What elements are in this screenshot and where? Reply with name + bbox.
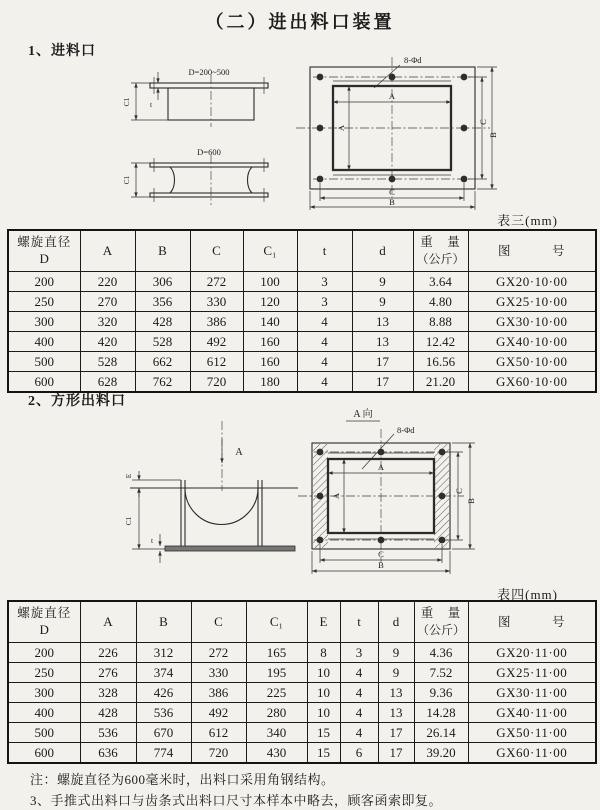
table-cell: 4 (297, 352, 352, 372)
table-cell: 160 (243, 352, 297, 372)
col-header-text: D (39, 622, 49, 637)
note-line-2: 3、手推式出料口与齿条式出料口尺寸本样本中略去，顾客函索即复。 (30, 793, 443, 808)
table-header-row (8, 601, 596, 643)
table-row (8, 723, 596, 743)
table-cell: 662 (135, 352, 190, 372)
col-header-d: d (352, 230, 413, 272)
col-header-text: 螺旋直径 (17, 606, 72, 621)
col-header-weight (414, 601, 468, 643)
col-header-c: C (191, 601, 246, 643)
dimension-b-label: B (488, 132, 498, 138)
dimension-c1-label: C1 (122, 175, 131, 185)
dimension-t-label: t (150, 536, 154, 545)
table-cell: 492 (191, 703, 246, 723)
table-cell: 328 (80, 683, 136, 703)
col-header-t: t (297, 230, 352, 272)
table-cell: 9.36 (414, 683, 468, 703)
note-line-1: 注：螺旋直径为600毫米时，出料口采用角钢结构。 (30, 772, 335, 787)
table-cell: 13 (378, 703, 414, 723)
table-cell: 10 (307, 703, 340, 723)
table-cell: 536 (136, 703, 191, 723)
table-row (8, 643, 596, 663)
col-header-weight (413, 230, 468, 272)
table-cell: 612 (191, 723, 246, 743)
table-cell: 430 (246, 743, 307, 764)
table-cell: 276 (80, 663, 136, 683)
col-header-text: 重 量 (420, 235, 461, 250)
table-row (8, 372, 596, 393)
table-cell: 165 (246, 643, 307, 663)
col-header-text: 图 号 (497, 614, 566, 629)
inlet-flange-view (296, 55, 498, 210)
table-cell: GX60·10·00 (468, 372, 596, 393)
table-cell: 420 (80, 332, 135, 352)
table-row (8, 312, 596, 332)
table-cell: 628 (80, 372, 135, 393)
outlet-technical-drawing (0, 403, 600, 588)
holes-callout-label: 8-Φd (397, 425, 415, 435)
table-cell: 500 (8, 723, 80, 743)
table-cell: 720 (191, 743, 246, 764)
dimension-c-label: C (389, 187, 395, 197)
table-cell: 3.64 (413, 272, 468, 292)
col-header-text: （公斤） (416, 252, 465, 266)
table-cell: 9 (352, 292, 413, 312)
dimension-c-label: C (454, 488, 464, 494)
table-cell: 13 (378, 683, 414, 703)
dimension-a-label: A (331, 492, 341, 500)
table-row (8, 683, 596, 703)
dimension-a-label: A (388, 91, 396, 101)
col-header-a: A (80, 601, 136, 643)
dimension-e-label: E (124, 473, 133, 479)
col-header-figure (468, 601, 596, 643)
dimension-b-label: B (389, 197, 395, 207)
table-cell: 340 (246, 723, 307, 743)
col-header-text: 重 量 (420, 606, 462, 621)
table-cell: 8.88 (413, 312, 468, 332)
table-cell: GX25·11·00 (468, 663, 596, 683)
table-cell: 636 (80, 743, 136, 764)
table-row (8, 332, 596, 352)
view-label: D=600 (197, 147, 221, 157)
table-cell: 320 (80, 312, 135, 332)
table-cell: 720 (190, 372, 243, 393)
table-cell: GX50·10·00 (468, 352, 596, 372)
table-cell: 300 (8, 683, 80, 703)
table-cell: 500 (8, 352, 80, 372)
table-cell: 600 (8, 743, 80, 764)
table-row (8, 743, 596, 764)
table-cell: 4 (297, 372, 352, 393)
inlet-side-view-small (122, 67, 268, 127)
table3-caption: 表三(mm) (497, 213, 558, 228)
table-cell: 528 (135, 332, 190, 352)
table-cell: 272 (191, 643, 246, 663)
outlet-spec-table (7, 600, 597, 764)
dimension-c-label: C (378, 549, 384, 559)
dimension-b-label: B (378, 560, 384, 570)
table-cell: 250 (8, 663, 80, 683)
table-cell: GX30·10·00 (468, 312, 596, 332)
table-cell: 250 (8, 292, 80, 312)
table-cell: 374 (136, 663, 191, 683)
col-header-c1: C₁ (243, 230, 297, 272)
table-cell: 9 (378, 663, 414, 683)
table-cell: 400 (8, 703, 80, 723)
table-cell: 14.28 (414, 703, 468, 723)
table3-body (8, 272, 596, 393)
table-cell: 100 (243, 272, 297, 292)
table-cell: GX25·10·00 (468, 292, 596, 312)
table-cell: 600 (8, 372, 80, 393)
table-cell: GX40·11·00 (468, 703, 596, 723)
table-cell: 9 (352, 272, 413, 292)
section1-heading: 1、进料口 (28, 44, 96, 59)
table-cell: 536 (80, 723, 136, 743)
table-cell: 312 (136, 643, 191, 663)
dimension-c-label: C (478, 119, 488, 125)
table-cell: 15 (307, 743, 340, 764)
table-cell: 13 (352, 312, 413, 332)
page-title: （二）进出料口装置 (205, 12, 395, 32)
dimension-b-label: B (466, 498, 476, 504)
col-header-c1: C₁ (246, 601, 307, 643)
section2-heading: 2、方形出料口 (28, 394, 126, 409)
dimension-c1-label: C1 (122, 97, 131, 107)
col-header-text: 图 号 (497, 243, 566, 258)
col-header-b: B (136, 601, 191, 643)
table-cell: 386 (191, 683, 246, 703)
col-header-text: D (39, 251, 49, 266)
table-cell: 4 (340, 683, 378, 703)
table-cell: 16.56 (413, 352, 468, 372)
table-row (8, 292, 596, 312)
table-cell: GX50·11·00 (468, 723, 596, 743)
inlet-spec-table (7, 229, 597, 393)
table-cell: 220 (80, 272, 135, 292)
table-cell: 270 (80, 292, 135, 312)
table-cell: 226 (80, 643, 136, 663)
table-cell: 428 (135, 312, 190, 332)
table-cell: 7.52 (414, 663, 468, 683)
holes-callout-label: 8-Φd (404, 55, 422, 65)
table-cell: 17 (378, 723, 414, 743)
table-cell: 195 (246, 663, 307, 683)
outlet-flange-view (298, 407, 476, 574)
table-cell: 8 (307, 643, 340, 663)
table-cell: 762 (135, 372, 190, 393)
col-header-text: （公斤） (416, 623, 465, 637)
table-cell: 272 (190, 272, 243, 292)
table-header-row (8, 230, 596, 272)
table-cell: GX60·11·00 (468, 743, 596, 764)
col-header-d: d (378, 601, 414, 643)
view-label: D=200~500 (188, 67, 230, 77)
table-cell: 300 (8, 312, 80, 332)
table-cell: 330 (191, 663, 246, 683)
table-cell: 306 (135, 272, 190, 292)
table-cell: 9 (378, 643, 414, 663)
table-cell: 4 (340, 663, 378, 683)
table-row (8, 703, 596, 723)
dimension-a-label: A (377, 462, 385, 472)
table-cell: 4 (340, 723, 378, 743)
table-cell: 3 (340, 643, 378, 663)
table-cell: 612 (190, 352, 243, 372)
table-cell: 3 (297, 272, 352, 292)
table-cell: GX20·10·00 (468, 272, 596, 292)
table4-caption: 表四(mm) (497, 587, 558, 602)
col-header-text: 螺旋直径 (17, 235, 72, 250)
outlet-section-view (124, 421, 298, 563)
table-cell: 426 (136, 683, 191, 703)
table-cell: 15 (307, 723, 340, 743)
table4-body (8, 643, 596, 764)
inlet-technical-drawing (0, 55, 600, 210)
table-cell: 4.80 (413, 292, 468, 312)
col-header-t: t (340, 601, 378, 643)
table-cell: 3 (297, 292, 352, 312)
view-direction-label: A 向 (353, 409, 373, 420)
table-cell: 280 (246, 703, 307, 723)
col-header-b: B (135, 230, 190, 272)
table-cell: 21.20 (413, 372, 468, 393)
table-cell: 774 (136, 743, 191, 764)
col-header-diameter (8, 601, 80, 643)
table-cell: 528 (80, 352, 135, 372)
table-cell: 386 (190, 312, 243, 332)
inlet-side-view-large (122, 147, 268, 205)
table-cell: 10 (307, 683, 340, 703)
table-cell: 17 (378, 743, 414, 764)
table-cell: GX30·11·00 (468, 683, 596, 703)
section-arrow-label: A (235, 447, 243, 458)
table-cell: 26.14 (414, 723, 468, 743)
table-cell: 120 (243, 292, 297, 312)
table-cell: 670 (136, 723, 191, 743)
col-header-figure (468, 230, 596, 272)
table-cell: 6 (340, 743, 378, 764)
table-cell: 200 (8, 272, 80, 292)
table-row (8, 352, 596, 372)
col-header-diameter (8, 230, 80, 272)
table-cell: 180 (243, 372, 297, 393)
table-cell: 17 (352, 372, 413, 393)
table-cell: 400 (8, 332, 80, 352)
table-row (8, 663, 596, 683)
table-cell: 13 (352, 332, 413, 352)
table-cell: 492 (190, 332, 243, 352)
dimension-a-label: A (336, 124, 346, 132)
table-cell: 10 (307, 663, 340, 683)
table-cell: 428 (80, 703, 136, 723)
dimension-t-label: t (149, 100, 153, 109)
col-header-e: E (307, 601, 340, 643)
table-cell: GX20·11·00 (468, 643, 596, 663)
dimension-c1-label: C1 (124, 516, 133, 526)
table-cell: 225 (246, 683, 307, 703)
table-cell: 4 (297, 312, 352, 332)
col-header-c: C (190, 230, 243, 272)
table-cell: 39.20 (414, 743, 468, 764)
table-cell: 17 (352, 352, 413, 372)
table-cell: 12.42 (413, 332, 468, 352)
table-cell: 4 (297, 332, 352, 352)
table-cell: 4.36 (414, 643, 468, 663)
table-cell: 4 (340, 703, 378, 723)
table-cell: 356 (135, 292, 190, 312)
col-header-a: A (80, 230, 135, 272)
table-cell: 140 (243, 312, 297, 332)
table-cell: GX40·10·00 (468, 332, 596, 352)
table-cell: 160 (243, 332, 297, 352)
table-cell: 200 (8, 643, 80, 663)
table-cell: 330 (190, 292, 243, 312)
table-row (8, 272, 596, 292)
